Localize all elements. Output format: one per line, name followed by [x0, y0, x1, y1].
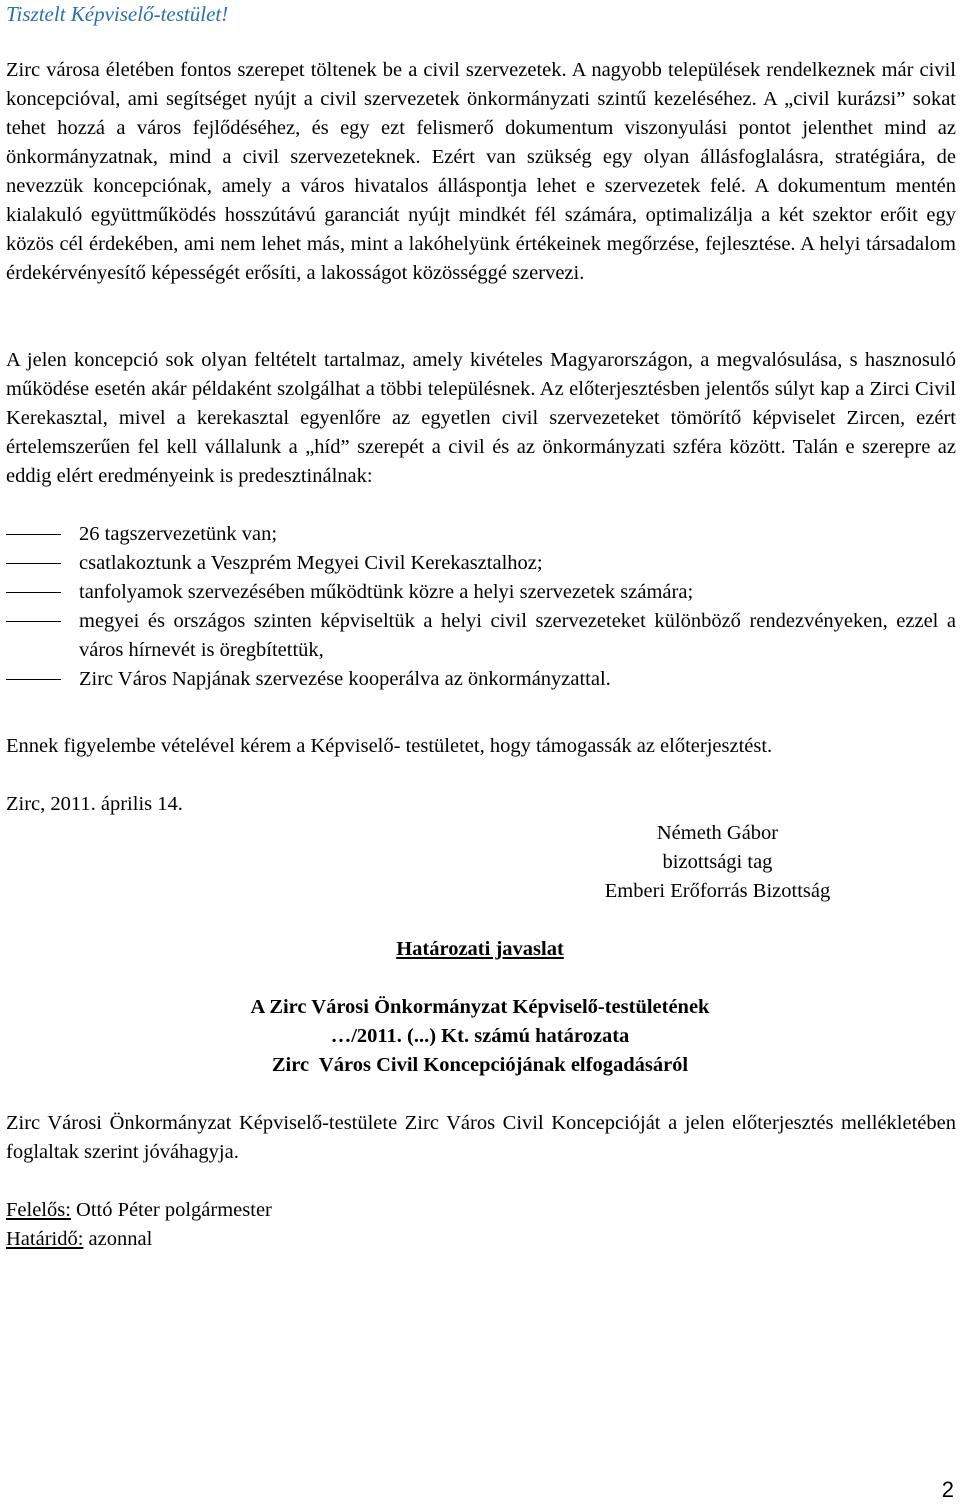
dash-bullet: [6, 679, 61, 680]
responsible-label: Felelős:: [6, 1199, 71, 1221]
list-item-text: tanfolyamok szervezésében működtünk közre a helyi szervezetek számára;: [79, 581, 694, 603]
decision-text: Zirc Városi Önkormányzat Képviselő-testülete Zirc Város Civil Koncepcióját a jelen előterjesztés mellékletében foglaltak szerint jóváhagyja.: [6, 1112, 956, 1163]
place-and-date: Zirc, 2011. április 14.: [6, 793, 183, 815]
role-paragraph: A jelen koncepció sok olyan feltételt tartalmaz, amely kivételes Magyarországon, a megvalósulása, s hasznosuló működése esetén akár példaként szolgálhat a többi településnek. Az előterjesztésben jelentős súlyt kap a Zirci Civil Kerekasztal, mivel a kerekasztal egyenlőre az egyetlen civil szervezeteket tömörítő képviselet Zircen, ezért értelemszerűen fel kell vállalunk a „híd” szerepét a civil és az önkormányzati szféra között. Talán e szerepre az eddig elért eredményeink is predesztinálnak:: [6, 349, 956, 487]
deadline-value: azonnal: [83, 1228, 153, 1250]
dash-bullet: [6, 592, 61, 593]
resolution-line-1: A Zirc Városi Önkormányzat Képviselő-testületének: [250, 996, 710, 1018]
resolution-line-2: …/2011. (...) Kt. számú határozata: [330, 1025, 630, 1047]
deadline-label: Határidő:: [6, 1228, 84, 1250]
proposal-title: Határozati javaslat: [396, 938, 564, 960]
achievements-list: [6, 520, 956, 694]
list-item-text: Zirc Város Napjának szervezése kooperálva az önkormányzattal.: [79, 668, 611, 690]
deadline-line: [6, 1225, 152, 1254]
responsible-value: Ottó Péter polgármester: [70, 1199, 272, 1221]
signer-name: Németh Gábor: [656, 822, 779, 844]
signer-role: bizottsági tag: [662, 851, 773, 873]
responsible-line: [6, 1196, 272, 1225]
list-item: [6, 549, 956, 578]
list-item-text: megyei és országos szinten képviseltük a helyi civil szervezeteket különböző rendezvényeken, ezzel a város hírnevét is öregbítettük,: [79, 610, 956, 661]
signer-committee: Emberi Erőforrás Bizottság: [604, 880, 831, 902]
signature-block: [560, 819, 875, 906]
intro-paragraph: Zirc városa életében fontos szerepet töltenek be a civil szervezetek. A nagyobb települések rendelkeznek már civil koncepcióval, ami segítséget nyújt a civil szervezetek önkormányzati szintű kezeléséhez. A „civil kurázsi” sokat tehet hozzá a város fejlődéséhez, és egy ezt felismerő dokumentum viszonyulási pontot jelenthet mind az önkormányzatnak, mind a civil szervezeteknek. Ezért van szükség egy olyan állásfoglalásra, stratégiára, de nevezzük koncepciónak, amely a város hivatalos álláspontja lehet e szervezetek felé. A dokumentum mentén kialakuló együttműködés hosszútávú garanciát nyújt mindkét fél számára, optimalizálja a két szektor erőit egy közös cél érdekében, ami nem lehet más, mint a lakóhelyünk értékeinek megőrzése, fejlesztése. A helyi társadalom érdekérvényesítő képességét erősíti, a lakosságot közösséggé szervezi.: [6, 59, 956, 284]
list-item-text: csatlakoztunk a Veszprém Megyei Civil Kerekasztalhoz;: [79, 552, 543, 574]
list-item: [6, 607, 956, 665]
dash-bullet: [6, 563, 61, 564]
list-item: [6, 520, 956, 549]
salutation: Tisztelt Képviselő-testület!: [6, 2, 229, 26]
list-item: [6, 665, 956, 694]
page-number: 2: [941, 1477, 954, 1502]
dash-bullet: [6, 621, 61, 622]
resolution-heading: [0, 993, 960, 1080]
dash-bullet: [6, 534, 61, 535]
list-item: [6, 578, 956, 607]
closing-request: Ennek figyelembe vételével kérem a Képviselő- testületet, hogy támogassák az előterjesztést.: [6, 735, 773, 757]
list-item-text: 26 tagszervezetünk van;: [79, 523, 278, 545]
resolution-line-3: Zirc Város Civil Koncepciójának elfogadásáról: [271, 1054, 689, 1076]
